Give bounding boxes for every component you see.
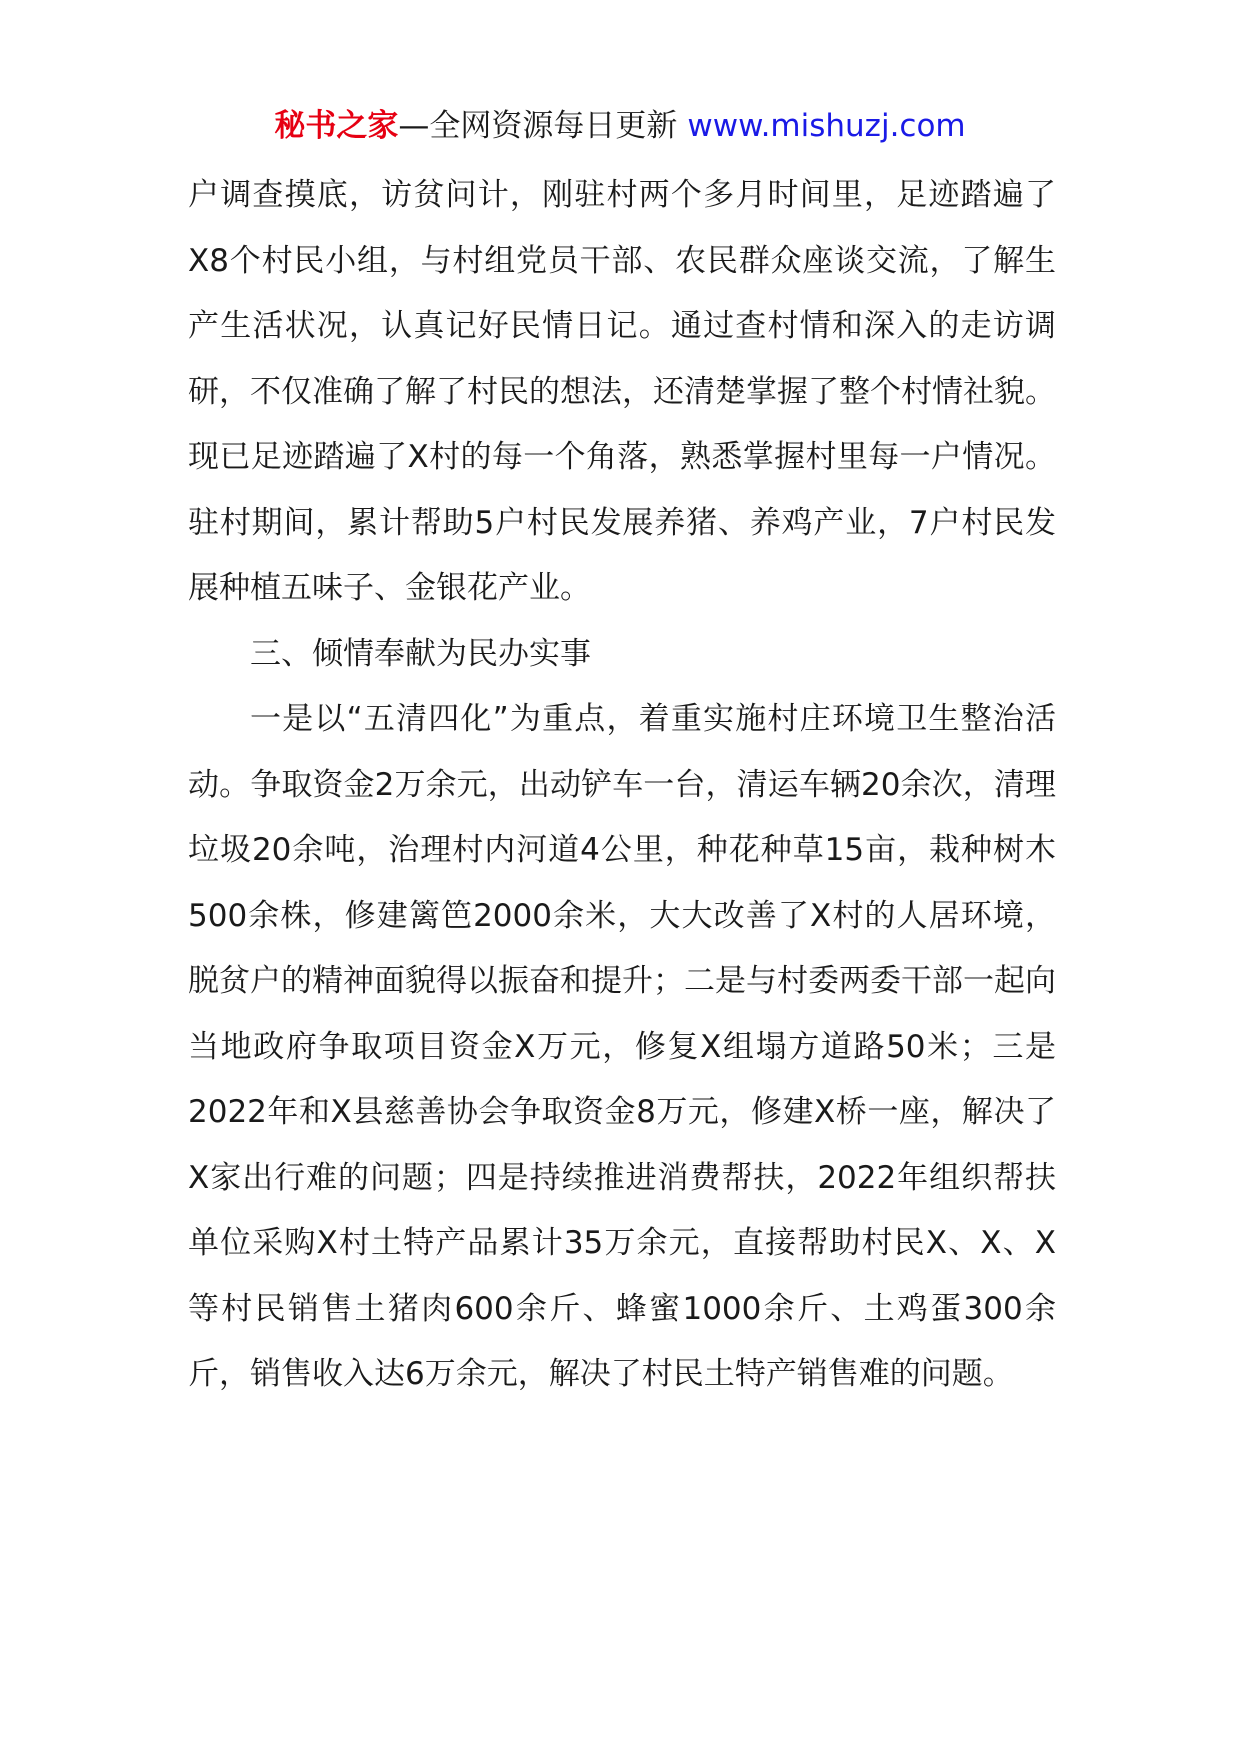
paragraph-continuation: 户调查摸底，访贫问计，刚驻村两个多月时间里，足迹踏遍了X8个村民小组，与村组党员干部、农民群众座谈交流，了解生产生活状况，认真记好民情日记。通过查村情和深入的走访调研，不仅准确了解了村民的想法，还清楚掌握了整个村情社貌。现已足迹踏遍了X村的每一个角落，熟悉掌握村里每一户情况。驻村期间，累计帮助5户村民发展养猪、养鸡产业，7户村民发展种植五味子、金银花产业。 [188,177,1056,606]
site-url-link[interactable]: www.mishuzj.com [687,108,966,144]
brand-name: 秘书之家 [274,108,399,144]
paragraph: 一是以“五清四化”为重点，着重实施村庄环境卫生整治活动。争取资金2万余元，出动铲车一台，清运车辆20余次，清理垃圾20余吨，治理村内河道4公里，种花种草15亩，栽种树木500余株，修建篱笆2000余米，大大改善了X村的人居环境，脱贫户的精神面貌得以振奋和提升；二是与村委两委干部一起向当地政府争取项目资金X万元，修复X组塌方道路50米；三是2022年和X县慈善协会争取资金8万元，修建X桥一座，解决了X家出行难的问题；四是持续推进消费帮扶，2022年组织帮扶单位采购X村土特产品累计35万余元，直接帮助村民X、X、X等村民销售土猪肉600余斤、蜂蜜1000余斤、土鸡蛋300余斤，销售收入达6万余元，解决了村民土特产销售难的问题。 [188,701,1056,1392]
page-header [0,104,1240,148]
document-body [188,163,1056,1408]
section-heading: 三、倾情奉献为民办实事 [250,635,591,672]
header-slogan: —全网资源每日更新 [398,108,678,144]
